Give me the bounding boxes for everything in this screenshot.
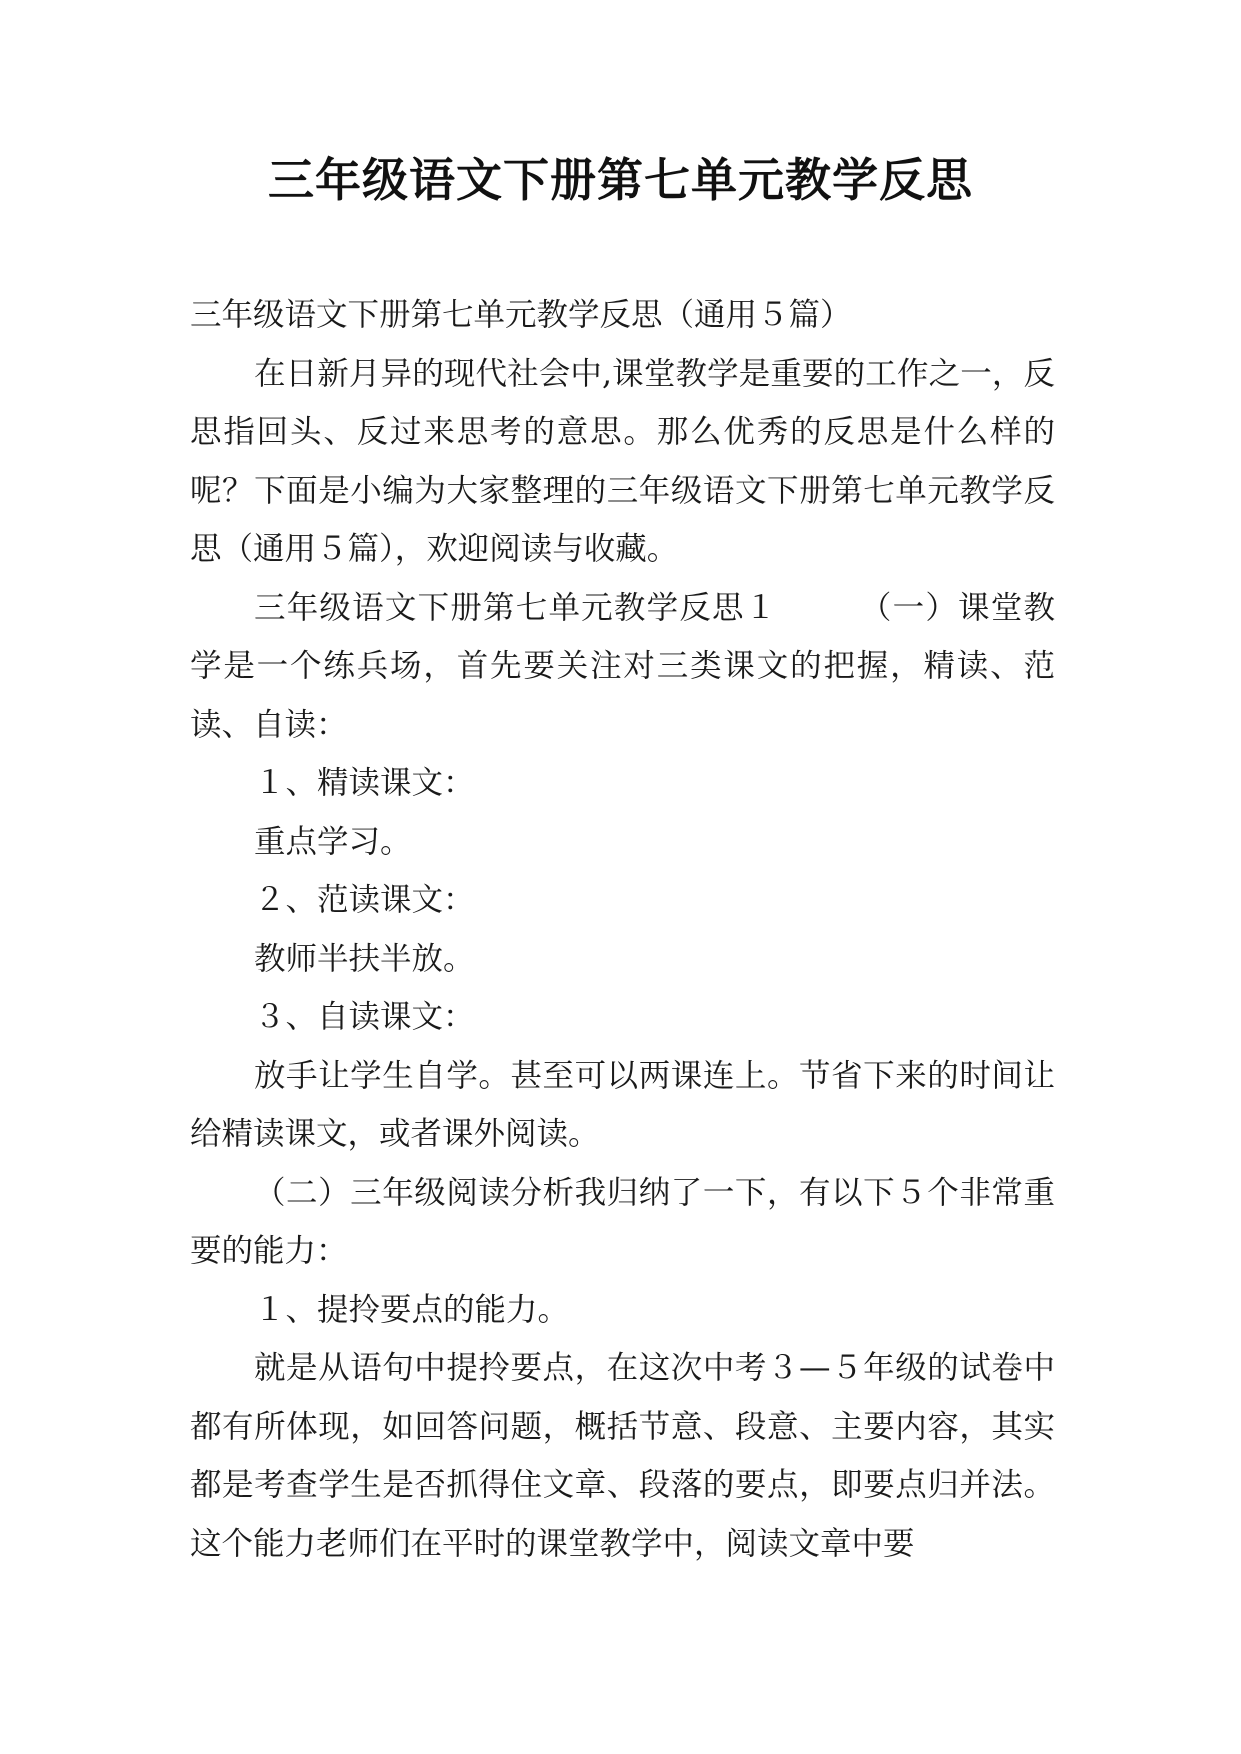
paragraph-intro: 在日新月异的现代社会中,课堂教学是重要的工作之一，反思指回头、反过来思考的意思。那么优秀的反思是什么样的呢？下面是小编为大家整理的三年级语文下册第七单元教学反思（通用５篇），欢迎阅读与收藏。 [190, 355, 1055, 567]
paragraph-ability-1: １、提拎要点的能力。 [254, 1291, 570, 1328]
paragraph-item-1: １、精读课文： [254, 765, 475, 801]
paragraph-ability-1-detail: 就是从语句中提拎要点，在这次中考３—５年级的试卷中都有所体现，如回答问题，概括节意、段意、主要内容，其实都是考查学生是否抓得住文章、段落的要点，即要点归并法。这个能力老师们在平时的课堂教学中，阅读文章中要 [190, 1350, 1055, 1562]
paragraph-item-2: ２、范读课文： [254, 882, 475, 918]
paragraph-item-2-detail: 教师半扶半放。 [254, 940, 475, 977]
paragraph-item-3: ３、自读课文： [254, 999, 475, 1035]
paragraph-item-3-detail: 放手让学生自学。甚至可以两课连上。节省下来的时间让给精读课文，或者课外阅读。 [190, 1057, 1055, 1152]
document-body [190, 286, 1055, 1573]
paragraph-section-1: 三年级语文下册第七单元教学反思１ （一）课堂教学是一个练兵场，首先要关注对三类课文的把握，精读、范读、自读： [190, 589, 1055, 743]
document-title: 三年级语文下册第七单元教学反思 [268, 153, 973, 207]
paragraph-section-2: （二）三年级阅读分析我归纳了一下，有以下５个非常重要的能力： [190, 1174, 1055, 1269]
paragraph-subtitle: 三年级语文下册第七单元教学反思（通用５篇） [190, 297, 852, 333]
paragraph-item-1-detail: 重点学习。 [254, 823, 412, 860]
